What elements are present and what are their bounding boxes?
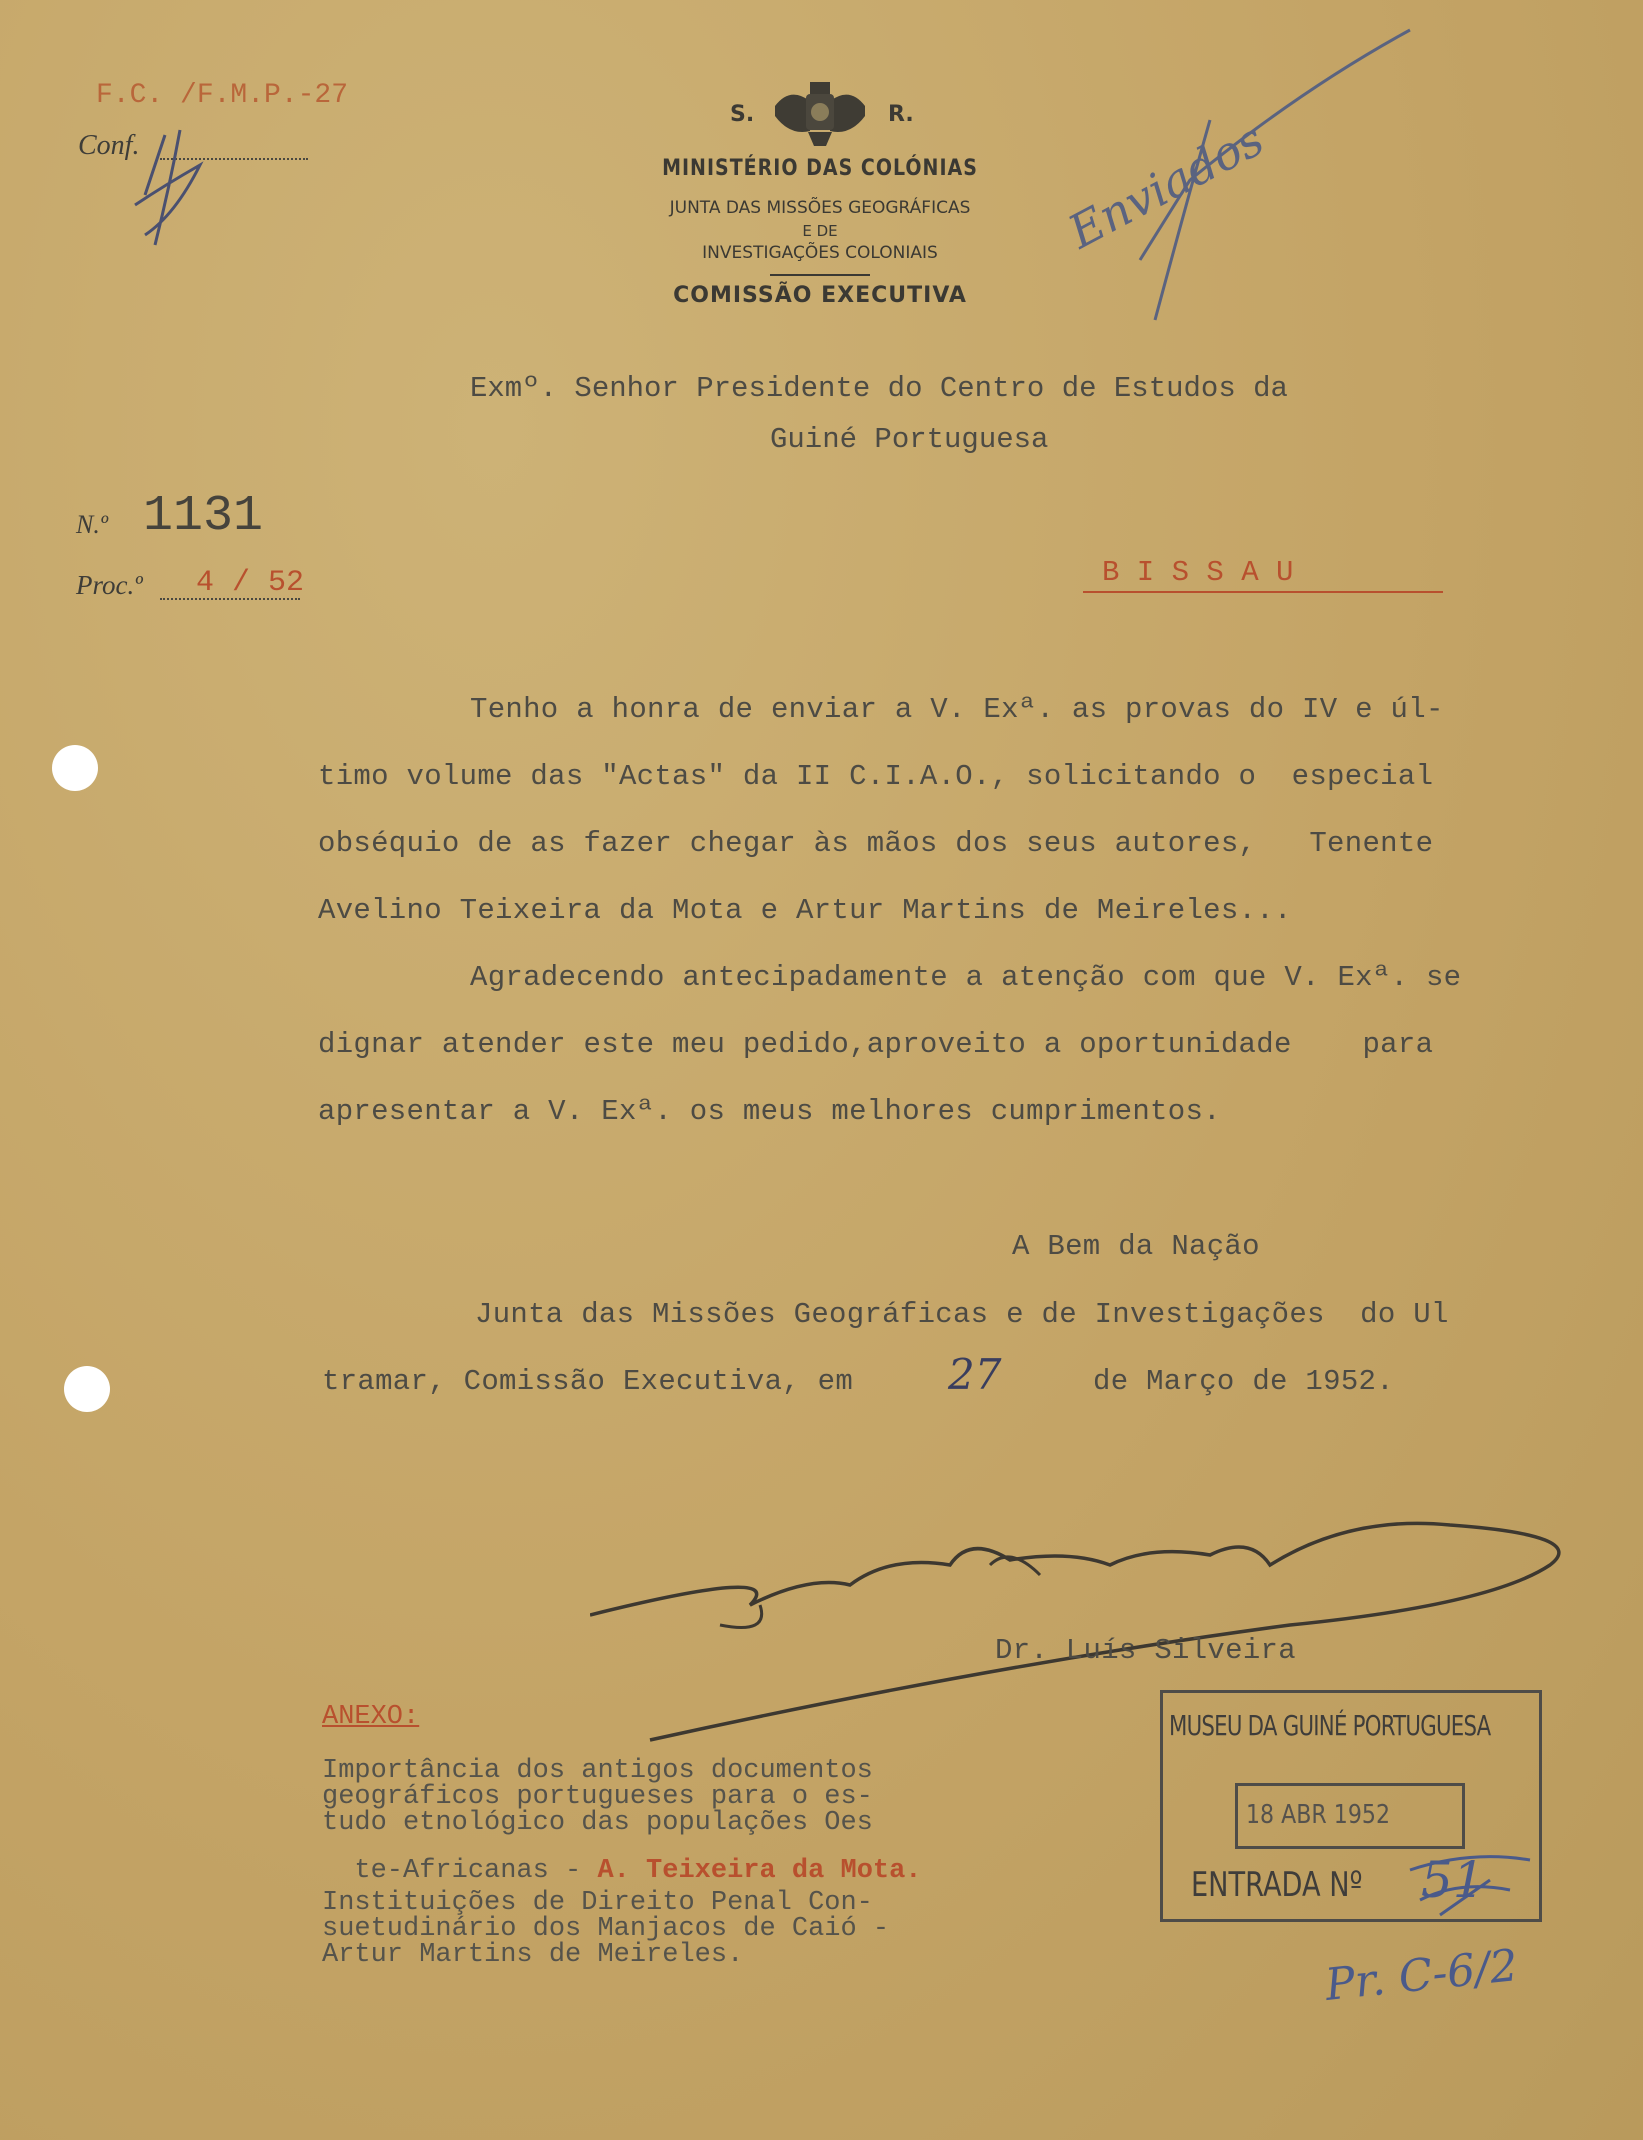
- body-line-1: Tenho a honra de enviar a V. Exª. as provas do IV e úl-: [470, 693, 1444, 726]
- commission-title: COMISSÃO EXECUTIVA: [673, 283, 967, 308]
- annex-label: ANEXO:: [322, 1702, 420, 1732]
- annex-item-2-line-2: suetudinário dos Manjacos de Caió -: [322, 1914, 890, 1944]
- body-line-7: apresentar a V. Exª. os meus melhores cumprimentos.: [318, 1095, 1221, 1128]
- addressee-line-2: Guiné Portuguesa: [770, 423, 1049, 456]
- annex-item-2-line-1: Instituições de Direito Penal Con-: [322, 1888, 873, 1918]
- closing-motto: A Bem da Nação: [1012, 1230, 1260, 1263]
- coat-of-arms-icon: [770, 76, 870, 150]
- stamp-title: MUSEU DA GUINÉ PORTUGUESA: [1169, 1709, 1491, 1742]
- closing-line-2-suffix: de Março de 1952.: [1093, 1365, 1394, 1398]
- annex-item-1-author: A. Teixeira da Mota.: [597, 1856, 922, 1886]
- annex-item-1-line-1: Importância dos antigos documentos: [322, 1756, 873, 1786]
- letterhead-r: R.: [888, 102, 914, 127]
- annex-item-1-line-4: [322, 1838, 922, 1886]
- conf-initials-mark: [125, 125, 215, 255]
- addressee-line-1: Exmº. Senhor Presidente do Centro de Estudos da: [470, 372, 1288, 405]
- annex-item-1-line-2: geográficos portugueses para o es-: [322, 1782, 873, 1812]
- stamp-date: 18 ABR 1952: [1246, 1800, 1391, 1830]
- number-value: 1131: [143, 488, 264, 545]
- conf-label: Conf.: [78, 130, 140, 161]
- body-line-5: Agradecendo antecipadamente a atenção com que V. Exª. se: [470, 961, 1462, 994]
- junta-line-3: INVESTIGAÇÕES COLONIAIS: [702, 243, 938, 263]
- letterhead-rule: [770, 274, 870, 276]
- body-line-4: Avelino Teixeira da Mota e Artur Martins de Meireles...: [318, 894, 1292, 927]
- process-value: 4 / 52: [196, 566, 305, 600]
- annex-item-1-title-end: te-Africanas -: [354, 1856, 598, 1886]
- signatory-name: Dr. Luís Silveira: [995, 1634, 1296, 1667]
- process-dotted-line: [160, 598, 300, 600]
- ministry-name: MINISTÉRIO DAS COLÓNIAS: [662, 155, 978, 181]
- letterhead-s: S.: [730, 102, 755, 127]
- handwritten-process-note: Pr. C-6/2: [1322, 1940, 1521, 2011]
- destination-city: B I S S A U: [1102, 556, 1294, 589]
- body-line-6: dignar atender este meu pedido,aproveito a oportunidade para: [318, 1028, 1434, 1061]
- punch-hole-bottom: [64, 1366, 110, 1412]
- number-label: N.º: [76, 510, 108, 539]
- closing-line-2-prefix: tramar, Comissão Executiva, em: [322, 1365, 854, 1398]
- body-line-3: obséquio de as fazer chegar às mãos dos seus autores, Tenente: [318, 827, 1434, 860]
- body-line-2: timo volume das "Actas" da II C.I.A.O., solicitando o especial: [318, 760, 1434, 793]
- punch-hole-top: [52, 745, 98, 791]
- reference-code: F.C. /F.M.P.-27: [96, 80, 349, 111]
- stamp-entry-label: ENTRADA Nº: [1191, 1865, 1363, 1905]
- stamp-entry-number: 51: [1421, 1851, 1485, 1909]
- closing-line-1: Junta das Missões Geográficas e de Investigações do Ul: [475, 1298, 1449, 1331]
- destination-underline: [1083, 591, 1443, 593]
- handwritten-day: 27: [948, 1350, 1002, 1399]
- junta-line-1: JUNTA DAS MISSÕES GEOGRÁFICAS: [669, 198, 971, 218]
- annex-item-2-author: Artur Martins de Meireles.: [322, 1940, 744, 1970]
- handwritten-enviados: Enviados: [1059, 111, 1273, 259]
- annex-item-1-line-3: tudo etnológico das populações Oes: [322, 1808, 873, 1838]
- stamp-handwritten-strokes: [1400, 1830, 1540, 1930]
- process-label: Proc.º: [76, 570, 143, 600]
- junta-line-2: E DE: [802, 222, 838, 240]
